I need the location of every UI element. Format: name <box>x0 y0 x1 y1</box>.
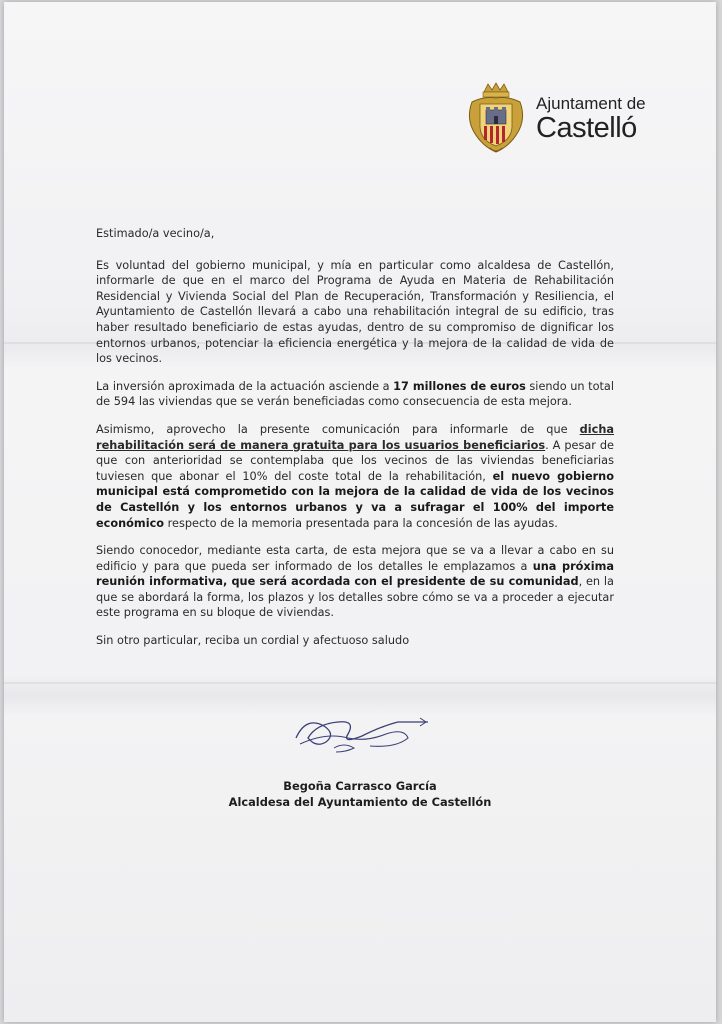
signer-title: Alcaldesa del Ayuntamiento de Castellón <box>228 795 492 809</box>
paragraph-3 <box>96 422 614 531</box>
salutation: Estimado/a vecino/a, <box>96 227 215 240</box>
closing: Sin otro particular, reciba un cordial y afectuoso saludo <box>96 634 410 648</box>
free-rehabilitation-highlight: dicha rehabilitación será de manera gratuita para los usuarios beneficiarios <box>96 422 614 452</box>
org-name-line2: Castelló <box>536 112 637 144</box>
signer-block <box>200 778 520 810</box>
fold-line-bottom <box>4 682 716 684</box>
paragraph-4-text-c: , en la que se abordará la forma, los plazos y los detalles sobre cómo se va a proceder a ejecutar este programa en su bloque de viviendas. <box>96 575 614 620</box>
coat-of-arms-icon <box>464 82 528 154</box>
investment-amount: 17 millones de euros <box>393 379 526 393</box>
paragraph-1: Es voluntad del gobierno municipal, y mía en particular como alcaldesa de Castellón, informarle de que en el marco del Programa de Ayuda en Materia de Rehabilitación Residencial y Vivienda Social del Plan de Recuperación, Transformación y Resiliencia, el Ayuntamiento de Castellón llevará a cabo una rehabilitación integral de su edificio, tras haber resultado beneficiario de estas ayudas, dentro de su compromiso de dignificar los entornos urbanos, potenciar la eficiencia energética y la mejora de la calidad de vida de los vecinos. <box>96 258 614 366</box>
paragraph-2 <box>96 379 614 410</box>
letter-body <box>96 226 614 661</box>
paragraph-3-text-e: respecto de la memoria presentada para la concesión de las ayudas. <box>164 516 558 530</box>
org-name-line1: Ajuntament de <box>536 94 646 113</box>
letterhead-logo <box>464 82 654 154</box>
paragraph-3-text-a: Asimismo, aprovecho la presente comunicación para informarle de que <box>96 422 580 436</box>
meeting-highlight: una próxima reunión informativa, que será acordada con el presidente de su comunidad <box>96 559 614 589</box>
signer-name: Begoña Carrasco García <box>283 779 437 793</box>
paragraph-4 <box>96 543 614 621</box>
paragraph-2-text-c: siendo un total de 594 las viviendas que se verán beneficiadas como consecuencia de esta mejora. <box>96 379 614 409</box>
paragraph-2-text-a: La inversión aproximada de la actuación asciende a <box>96 379 394 393</box>
paragraph-4-text-a: Siendo conocedor, mediante esta carta, de esta mejora que se va a llevar a cabo en su edificio y para que pueda ser informado de los detalles le emplazamos a <box>96 544 614 573</box>
government-commitment-highlight: el nuevo gobierno municipal está comprometido con la mejora de la calidad de vida de los vecinos de Castellón y los entornos urbanos y va a sufragar el 100% del importe económico <box>96 469 614 530</box>
paragraph-3-text-c: . A pesar de que con anterioridad se contemplaba que los vecinos de las viviendas beneficiarias tuviesen que abonar el 10% del coste total de la rehabilitación, <box>96 438 614 483</box>
handwritten-signature <box>286 708 436 758</box>
